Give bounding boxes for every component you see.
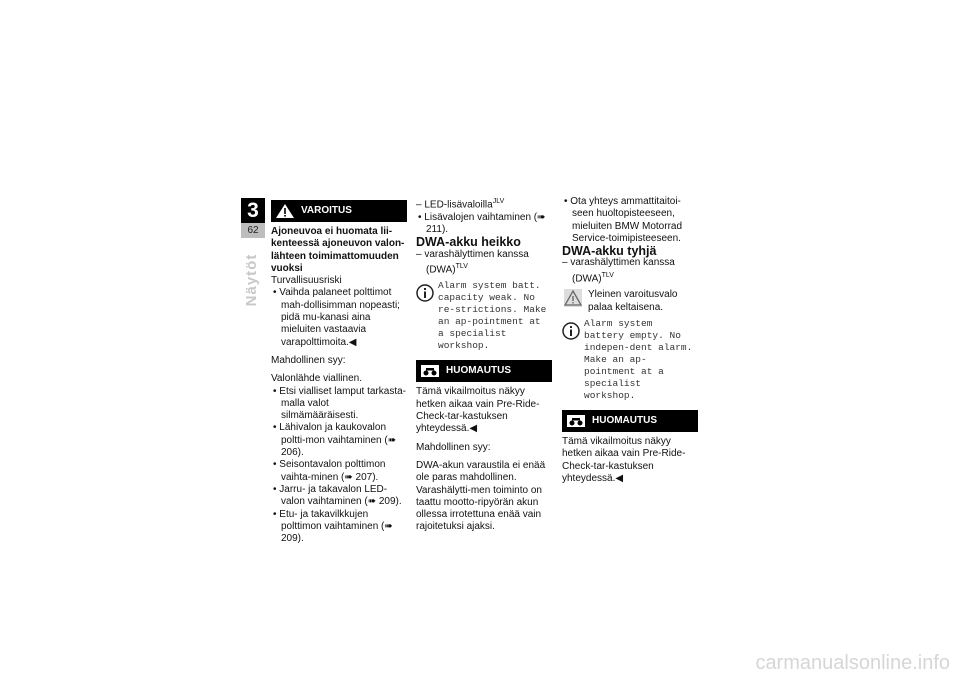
list-item: • Vaihda palaneet polttimot mah-dollisimman nopeasti; pidä mu-kanasi aina mieluiten vastaavia varapolttimoita.◀ [273,287,400,348]
list-item: • Lisävalojen vaihtaminen (➠ 211). [418,211,546,235]
info-icon [416,284,434,302]
list-item: – LED-lisävaloilla$^{JLV}$ [416,198,505,211]
motorcycle-icon [566,413,586,429]
display-message [416,280,552,352]
warning-triangle-icon [275,203,295,219]
display-text: Alarm system battery empty. No indepen-dent alarm. Make an ap-pointment at a specialist workshop. [584,318,693,401]
possible-cause-label: Mahdollinen syy: [416,441,491,453]
display-message [562,318,698,402]
note-bar [562,410,698,432]
list-item: – varashälyttimen kanssa (DWA)$^{TLV}$ [562,257,675,285]
note-label: HUOMAUTUS [446,365,511,377]
note-text: Tämä vikailmoitus näkyy hetken aikaa vain Pre-Ride-Check-tar-kastuksen yhteydessä.◀ [416,386,540,435]
chapter-number: 3 [247,199,259,222]
list-item: • Lähivalon ja kaukovalon poltti-mon vaihtaminen (➠ 206). [273,422,397,459]
list-item: • Etsi vialliset lamput tarkasta-malla valot silmämääräisesti. [273,385,406,422]
section-heading: DWA-akku heikko [416,235,521,250]
list-item: • Jarru- ja takavalon LED-valon vaihtaminen (➠ 209). [273,483,402,508]
cause-text: Valonlähde viallinen. [271,373,362,385]
cause-text: DWA-akun varaustila ei enää ole paras mahdollinen. Varashälytti-men toiminto on taattu mootto-ripyörän akun ollessa irrotettuna enää vain rajoitetuksi ajaksi. [416,459,546,533]
warning-bar [271,200,407,222]
display-text: Alarm system batt. capacity weak. No re-strictions. Make an ap-pointment at a specialist workshop. [438,280,547,352]
warning-label: VAROITUS [301,204,352,216]
warning-light-icon [564,289,582,307]
motorcycle-icon [420,363,440,379]
risk-text: Turvallisuusriski [271,275,342,287]
list-item: • Etu- ja takavilkkujen polttimon vaihtaminen (➠ 209). [273,508,393,545]
column-1 [271,200,407,545]
section-heading: DWA-akku tyhjä [562,244,657,259]
warning-light-text: Yleinen varoitusvalo palaa keltaisena. [588,289,678,313]
warning-light-row [564,289,698,314]
chapter-tab [241,198,265,238]
warning-heading: Ajoneuvoa ei huomata lii-kenteessä ajoneuvon valon-lähteen toimimattomuuden vuoksi [271,226,405,274]
note-text: Tämä vikailmoitus näkyy hetken aikaa vain Pre-Ride-Check-tar-kastuksen yhteydessä.◀ [562,436,686,484]
list-item: • Seisontavalon polttimon vaihta-minen (➠ 207). [273,459,386,483]
column-3 [562,196,698,485]
note-bar [416,360,552,382]
list-item: – varashälyttimen kanssa (DWA)$^{TLV}$ [416,248,529,276]
list-item: • Ota yhteys ammattitaitoi-seen huoltopisteeseen, mieluiten BMW Motorrad Service-toimipisteeseen. [564,196,683,244]
info-icon [562,322,580,340]
possible-cause-label: Mahdollinen syy: [271,354,346,366]
section-title: Näytöt [243,253,260,307]
page-number: 62 [241,223,265,238]
column-2 [416,196,552,534]
note-label: HUOMAUTUS [592,414,657,426]
watermark: carmanualsonline.info [755,652,950,674]
